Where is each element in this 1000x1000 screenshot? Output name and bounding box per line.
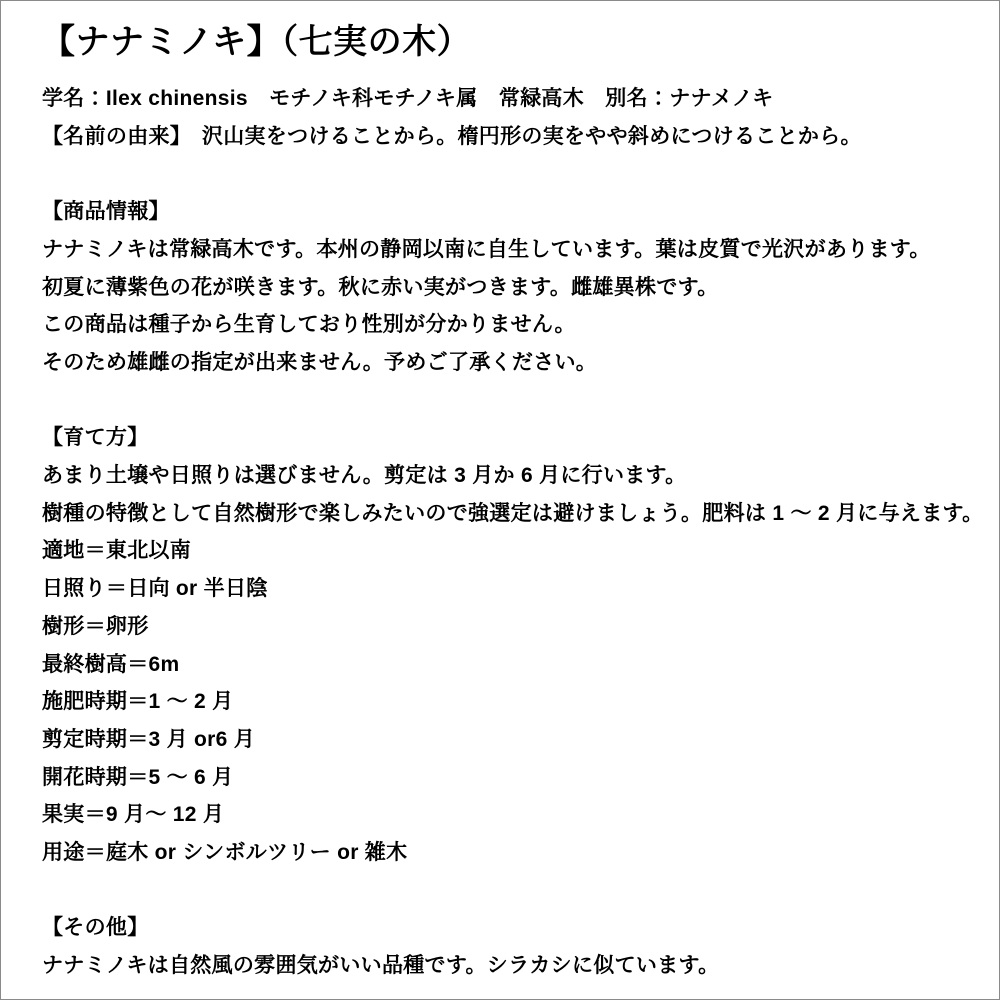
spec-line-suitable-area: 適地＝東北以南 [42, 539, 192, 563]
section-other [1, 909, 999, 984]
section-heading: 【商品情報】 [42, 200, 170, 224]
spec-line-flowering-season: 開花時期＝5 ～ 6 月 [42, 765, 234, 789]
spec-line-fertilizing-season: 施肥時期＝1 ～ 2 月 [42, 690, 234, 714]
text-line: 樹種の特徴として自然樹形で楽しみたいので強選定は避けましょう。肥料は 1 ～ 2 月に与えます。 [42, 501, 984, 525]
intro-block [1, 80, 999, 155]
text-line: そのため雄雌の指定が出来ません。予めご了承ください。 [42, 350, 598, 374]
text-line: 初夏に薄紫色の花が咲きます。秋に赤い実がつきます。雌雄異株です。 [42, 275, 719, 299]
page-title: 【ナナミノキ】（七実の木） [41, 23, 472, 61]
text-line: あまり土壌や日照りは選びません。剪定は 3 月か 6 月に行います。 [42, 464, 687, 487]
spec-line-pruning-season: 剪定時期＝3 月 or6 月 [42, 727, 256, 751]
text-line: ナナミノキは常緑高木です。本州の静岡以南に自生しています。葉は皮質で光沢があります。 [42, 237, 931, 261]
scientific-name-line: 学名：Ilex chinensis モチノキ科モチノキ属 常緑高木 別名：ナナメノキ [42, 87, 774, 110]
text-line: この商品は種子から生育しており性別が分かりません。 [42, 313, 576, 337]
name-origin-line: 【名前の由来】 沢山実をつけることから。楕円形の実をやや斜めにつけることから。 [42, 124, 862, 148]
text-line: ナナミノキは自然風の雰囲気がいい品種です。シラカシに似ています。 [42, 954, 720, 978]
section-heading: 【その他】 [42, 916, 149, 940]
spec-line-tree-shape: 樹形＝卵形 [42, 614, 149, 638]
section-product-info [1, 193, 999, 382]
spec-line-fruit-season: 果実＝9 月～ 12 月 [42, 803, 225, 827]
spec-line-sunlight: 日照り＝日向 or 半日陰 [42, 577, 268, 601]
spec-line-usage: 用途＝庭木 or シンボルツリー or 雑木 [42, 841, 408, 865]
section-heading: 【育て方】 [42, 426, 149, 450]
section-how-to-grow [1, 419, 999, 871]
spec-line-max-height: 最終樹高＝6m [42, 652, 180, 676]
